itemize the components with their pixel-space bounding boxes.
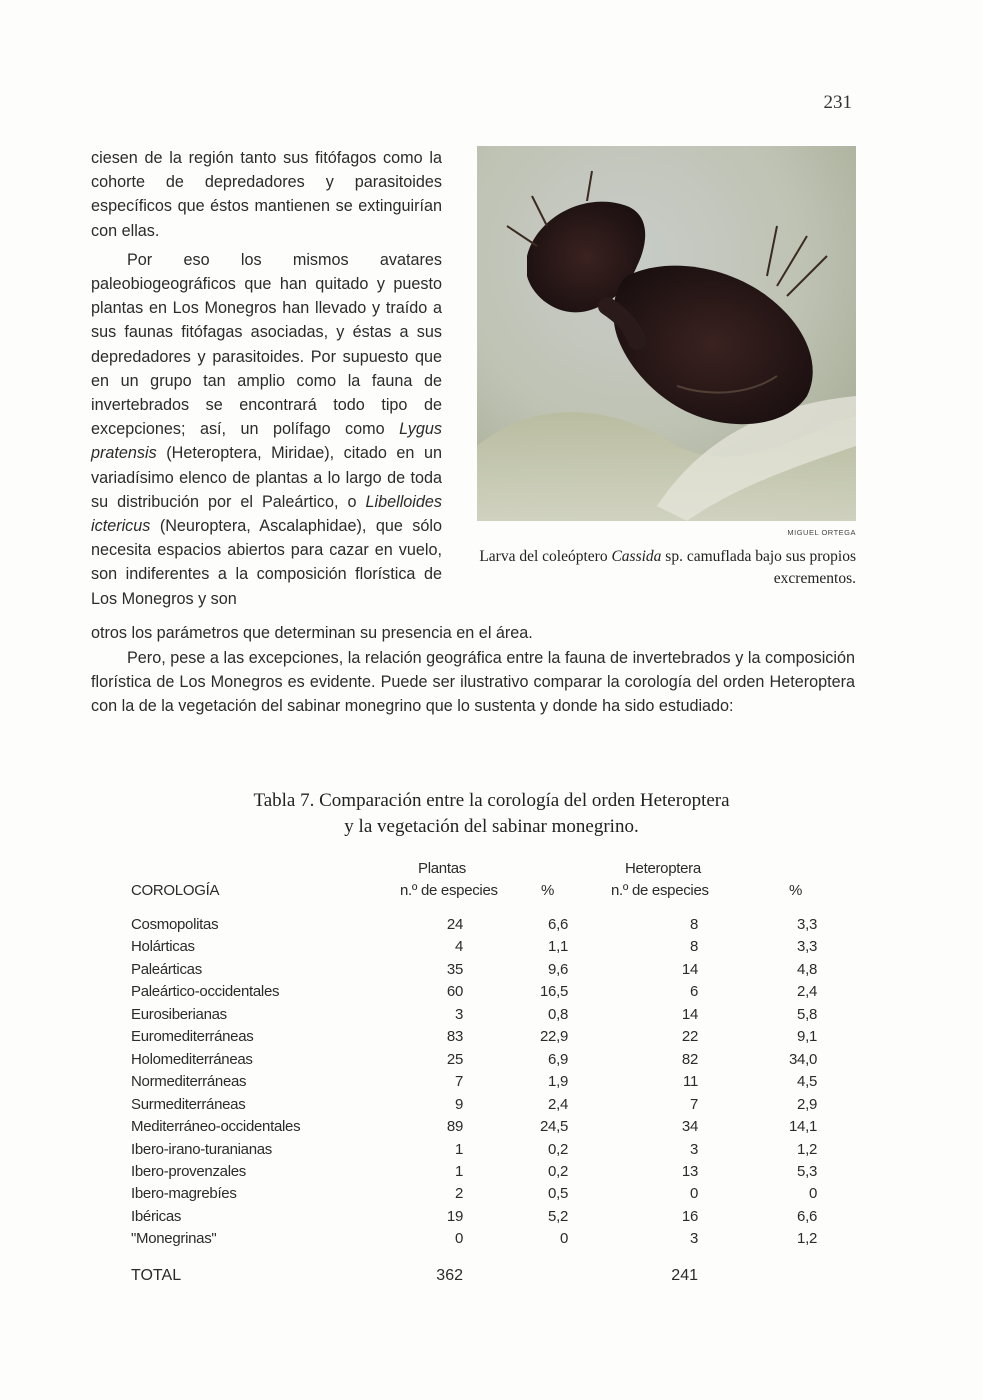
header-plantas: Plantas xyxy=(418,860,466,877)
row-hetero-species: 14 xyxy=(681,1005,698,1023)
row-plantas-species: 25 xyxy=(446,1050,463,1068)
total-heteroptera: 241 xyxy=(671,1267,698,1284)
caption-part-a: Larva del coleóptero xyxy=(479,548,612,565)
table-row xyxy=(0,1096,983,1118)
row-plantas-percent: 5,2 xyxy=(548,1207,568,1225)
caption-part-b: sp. camuflada bajo sus propios excrementos. xyxy=(661,548,856,587)
row-plantas-percent: 0,2 xyxy=(548,1162,568,1180)
table-total-row xyxy=(0,1267,983,1289)
row-plantas-species: 3 xyxy=(454,1005,463,1023)
larva-photo-image xyxy=(477,146,856,521)
table-row xyxy=(0,1208,983,1230)
row-hetero-percent: 5,3 xyxy=(797,1162,817,1180)
row-hetero-percent: 5,8 xyxy=(797,1005,817,1023)
row-plantas-percent: 2,4 xyxy=(548,1095,568,1113)
paragraph-2-part-c: (Neuroptera, Ascalaphidae), que sólo necesita espacios abiertos para cazar en vuelo, son indiferentes a la composición florística de Los Monegros y son xyxy=(91,517,442,608)
table-row xyxy=(0,1028,983,1050)
row-hetero-percent: 34,0 xyxy=(789,1050,817,1068)
row-plantas-species: 7 xyxy=(454,1073,463,1091)
row-plantas-percent: 24,5 xyxy=(540,1118,568,1136)
row-hetero-percent: 4,5 xyxy=(797,1073,817,1091)
row-plantas-species: 35 xyxy=(446,960,463,978)
row-chorology: Cosmopolitas xyxy=(131,916,219,933)
header-plantas-species: n.º de especies xyxy=(400,882,498,899)
page-number: 231 xyxy=(823,92,852,113)
row-hetero-species: 6 xyxy=(689,983,698,1001)
row-hetero-percent: 2,9 xyxy=(797,1095,817,1113)
row-hetero-species: 8 xyxy=(689,938,698,956)
row-chorology: Paleárticas xyxy=(131,960,202,978)
row-plantas-species: 2 xyxy=(454,1185,463,1203)
row-hetero-species: 13 xyxy=(681,1162,698,1180)
row-chorology: Normediterráneas xyxy=(131,1073,247,1091)
row-plantas-percent: 0 xyxy=(559,1230,568,1248)
total-label: TOTAL xyxy=(131,1267,182,1284)
header-hetero-percent: % xyxy=(789,882,803,899)
row-plantas-species: 24 xyxy=(446,916,463,933)
header-heteroptera: Heteroptera xyxy=(625,860,701,877)
row-plantas-percent: 0,2 xyxy=(548,1140,568,1158)
row-hetero-species: 3 xyxy=(689,1140,698,1158)
paragraph-2 xyxy=(91,248,442,611)
row-plantas-species: 89 xyxy=(446,1118,463,1136)
table-title xyxy=(150,788,833,840)
table-row xyxy=(0,1051,983,1073)
row-plantas-species: 4 xyxy=(454,938,463,956)
row-hetero-species: 11 xyxy=(683,1073,698,1091)
larva-photo xyxy=(477,146,856,521)
row-plantas-species: 19 xyxy=(446,1207,463,1225)
row-chorology: Holomediterráneas xyxy=(131,1050,253,1068)
row-plantas-percent: 6,6 xyxy=(548,916,568,933)
photo-credit: MIGUEL ORTEGA xyxy=(787,528,856,537)
header-hetero-species: n.º de especies xyxy=(611,882,709,899)
row-chorology: Eurosiberianas xyxy=(131,1005,227,1023)
species-libelloides: Libelloides ictericus xyxy=(91,492,442,536)
row-plantas-percent: 9,6 xyxy=(548,960,568,978)
continuation-text: otros los parámetros que determinan su presencia en el área. xyxy=(91,624,533,642)
row-hetero-species: 14 xyxy=(681,960,698,978)
table-row xyxy=(0,1118,983,1140)
row-plantas-percent: 1,1 xyxy=(548,938,568,956)
row-hetero-species: 22 xyxy=(681,1028,698,1046)
paragraph-2-part-b: (Heteroptera, Miridae), citado en un variadísimo elenco de plantas a lo largo de toda su distribución por el Paleártico, o xyxy=(91,444,442,511)
row-plantas-percent: 1,9 xyxy=(548,1073,568,1091)
row-hetero-species: 34 xyxy=(681,1118,698,1136)
left-column-text xyxy=(91,146,442,616)
row-hetero-percent: 1,2 xyxy=(797,1140,817,1158)
header-plantas-percent: % xyxy=(541,882,555,899)
row-chorology: Holárticas xyxy=(131,938,195,956)
row-plantas-species: 60 xyxy=(446,983,463,1001)
row-chorology: "Monegrinas" xyxy=(131,1230,217,1248)
table-row xyxy=(0,1163,983,1185)
row-chorology: Surmediterráneas xyxy=(131,1095,246,1113)
row-hetero-percent: 6,6 xyxy=(797,1207,817,1225)
species-lygus: Lygus pratensis xyxy=(91,420,442,463)
row-chorology: Ibero-magrebíes xyxy=(131,1185,237,1203)
total-plantas: 362 xyxy=(436,1267,463,1284)
paragraph-3: Pero, pese a las excepciones, la relación geográfica entre la fauna de invertebrados y la composición florística de Los Monegros es evidente. Puede ser ilustrativo comparar la corología del orden Heteroptera con la de la vegetación del sabinar monegrino que lo sustenta y donde ha sido estudiado: xyxy=(91,649,855,716)
row-hetero-percent: 1,2 xyxy=(797,1230,817,1248)
paragraph-2-part-a: Por eso los mismos avatares paleobiogeográficos que han quitado y puesto plantas en Los Monegros han llevado y traído a sus faunas fitófagas asociadas, y éstas a sus depredadores y parasitoides. Por supuesto que en un grupo tan amplio como la fauna de invertebrados se encontrará todo tipo de excepciones; así, un polífago como xyxy=(91,250,442,439)
table-row xyxy=(0,1230,983,1252)
row-plantas-species: 9 xyxy=(454,1095,463,1113)
table-row xyxy=(0,1141,983,1163)
caption-genus: Cassida xyxy=(611,548,662,565)
table-title-line-2: y la vegetación del sabinar monegrino. xyxy=(344,816,639,837)
table-row xyxy=(0,938,983,960)
row-chorology: Euromediterráneas xyxy=(131,1028,254,1046)
row-hetero-species: 0 xyxy=(689,1185,698,1203)
row-plantas-species: 1 xyxy=(454,1162,463,1180)
row-chorology: Mediterráneo-occidentales xyxy=(131,1118,301,1136)
figure-caption xyxy=(470,546,856,590)
row-hetero-species: 8 xyxy=(689,916,698,933)
row-plantas-percent: 16,5 xyxy=(540,983,568,1001)
header-corologia: COROLOGÍA xyxy=(131,882,220,899)
row-plantas-species: 1 xyxy=(454,1140,463,1158)
row-chorology: Ibéricas xyxy=(131,1207,182,1225)
row-plantas-species: 83 xyxy=(446,1028,463,1046)
paragraph-1: ciesen de la región tanto sus fitófagos como la cohorte de depredadores y parasitoides específicos que éstos mantienen se extinguirían con ellas. xyxy=(91,149,442,240)
row-chorology: Ibero-provenzales xyxy=(131,1162,246,1180)
row-chorology: Paleártico-occidentales xyxy=(131,983,280,1001)
row-plantas-percent: 22,9 xyxy=(540,1028,568,1046)
row-hetero-percent: 3,3 xyxy=(797,938,817,956)
row-hetero-percent: 14,1 xyxy=(789,1118,817,1136)
table-title-line-1: Tabla 7. Comparación entre la corología del orden Heteroptera xyxy=(253,790,730,811)
row-plantas-percent: 0,8 xyxy=(548,1005,568,1023)
row-hetero-species: 7 xyxy=(689,1095,698,1113)
row-hetero-percent: 9,1 xyxy=(797,1028,817,1046)
row-hetero-percent: 0 xyxy=(808,1185,817,1203)
row-hetero-percent: 3,3 xyxy=(797,916,817,933)
table-row xyxy=(0,1073,983,1095)
table-row xyxy=(0,916,983,938)
row-hetero-percent: 2,4 xyxy=(797,983,817,1001)
row-hetero-species: 16 xyxy=(681,1207,698,1225)
row-hetero-species: 82 xyxy=(681,1050,698,1068)
table-row xyxy=(0,1006,983,1028)
table-row xyxy=(0,1185,983,1207)
table-row xyxy=(0,983,983,1005)
row-plantas-species: 0 xyxy=(454,1230,463,1248)
row-plantas-percent: 0,5 xyxy=(548,1185,568,1203)
row-hetero-percent: 4,8 xyxy=(797,960,817,978)
row-hetero-species: 3 xyxy=(689,1230,698,1248)
table-row xyxy=(0,961,983,983)
row-plantas-percent: 6,9 xyxy=(548,1050,568,1068)
row-chorology: Ibero-irano-turanianas xyxy=(131,1140,272,1158)
